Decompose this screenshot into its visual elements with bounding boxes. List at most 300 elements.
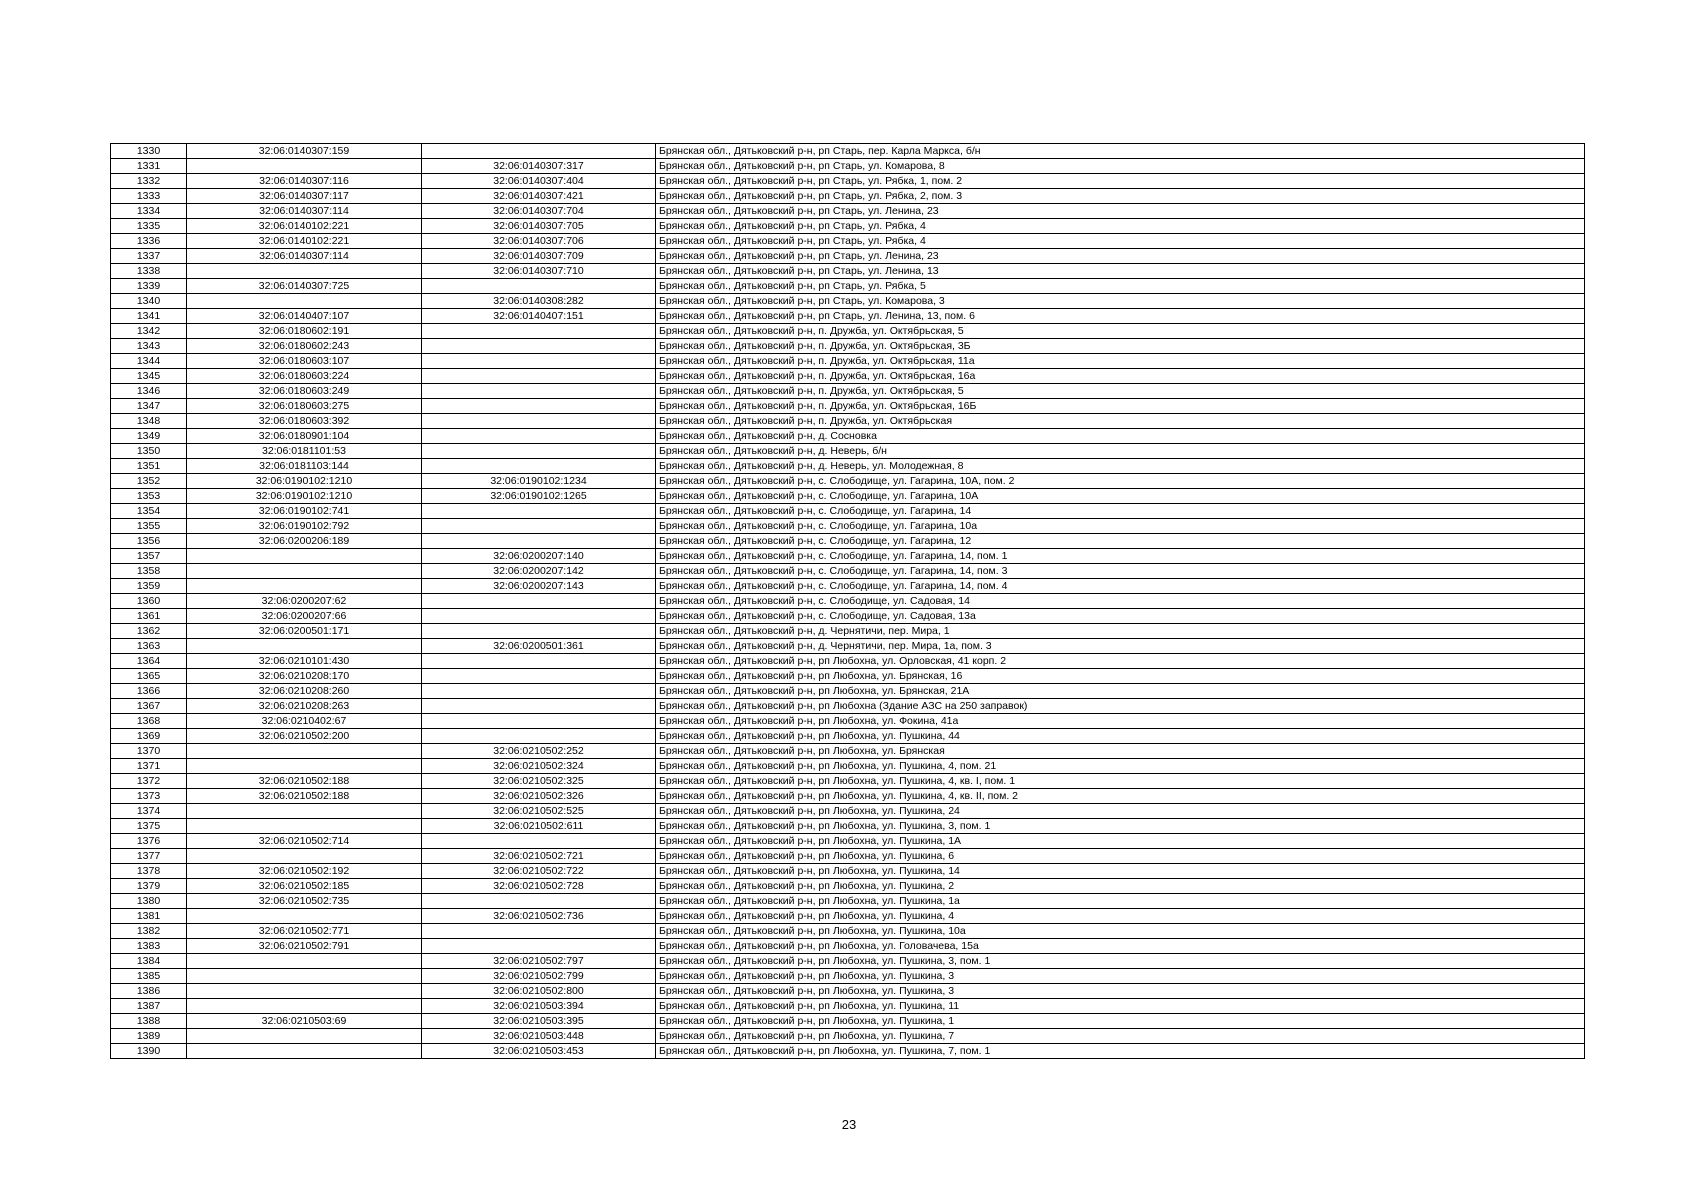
parcel-number-cell: 32:06:0140307:159 xyxy=(187,144,422,159)
table-row xyxy=(111,729,1585,744)
address-cell: Брянская обл., Дятьковский р-н, рп Старь, пер. Карла Маркса, б/н xyxy=(656,144,1585,159)
parcel-number-cell: 32:06:0190102:1210 xyxy=(187,489,422,504)
row-number-cell: 1382 xyxy=(111,924,187,939)
table-row xyxy=(111,519,1585,534)
building-number-cell xyxy=(422,324,656,339)
address-cell: Брянская обл., Дятьковский р-н, с. Слободище, ул. Гагарина, 12 xyxy=(656,534,1585,549)
row-number-cell: 1380 xyxy=(111,894,187,909)
address-cell: Брянская обл., Дятьковский р-н, рп Старь, ул. Комарова, 8 xyxy=(656,159,1585,174)
address-cell: Брянская обл., Дятьковский р-н, рп Любохна, ул. Пушкина, 14 xyxy=(656,864,1585,879)
address-cell: Брянская обл., Дятьковский р-н, рп Любохна, ул. Пушкина, 3, пом. 1 xyxy=(656,954,1585,969)
address-cell: Брянская обл., Дятьковский р-н, рп Любохна, ул. Брянская xyxy=(656,744,1585,759)
parcel-number-cell xyxy=(187,969,422,984)
building-number-cell: 32:06:0140308:282 xyxy=(422,294,656,309)
row-number-cell: 1367 xyxy=(111,699,187,714)
table-row xyxy=(111,879,1585,894)
address-cell: Брянская обл., Дятьковский р-н, д. Неверь, ул. Молодежная, 8 xyxy=(656,459,1585,474)
parcel-number-cell: 32:06:0210502:185 xyxy=(187,879,422,894)
address-cell: Брянская обл., Дятьковский р-н, д. Неверь, б/н xyxy=(656,444,1585,459)
parcel-number-cell: 32:06:0210502:200 xyxy=(187,729,422,744)
row-number-cell: 1368 xyxy=(111,714,187,729)
table-row xyxy=(111,924,1585,939)
address-cell: Брянская обл., Дятьковский р-н, с. Слободище, ул. Гагарина, 14, пом. 1 xyxy=(656,549,1585,564)
row-number-cell: 1354 xyxy=(111,504,187,519)
parcel-number-cell: 32:06:0210502:188 xyxy=(187,774,422,789)
building-number-cell xyxy=(422,144,656,159)
parcel-number-cell: 32:06:0190102:741 xyxy=(187,504,422,519)
parcel-number-cell: 32:06:0190102:1210 xyxy=(187,474,422,489)
address-cell: Брянская обл., Дятьковский р-н, с. Слободище, ул. Гагарина, 14, пом. 4 xyxy=(656,579,1585,594)
table-row xyxy=(111,1029,1585,1044)
address-cell: Брянская обл., Дятьковский р-н, рп Любохна, ул. Пушкина, 7 xyxy=(656,1029,1585,1044)
parcel-number-cell xyxy=(187,759,422,774)
address-cell: Брянская обл., Дятьковский р-н, рп Старь, ул. Рябка, 4 xyxy=(656,219,1585,234)
building-number-cell: 32:06:0190102:1234 xyxy=(422,474,656,489)
address-cell: Брянская обл., Дятьковский р-н, рп Любохна, ул. Орловская, 41 корп. 2 xyxy=(656,654,1585,669)
table-row xyxy=(111,609,1585,624)
table-row xyxy=(111,639,1585,654)
row-number-cell: 1343 xyxy=(111,339,187,354)
address-cell: Брянская обл., Дятьковский р-н, рп Любохна, ул. Пушкина, 3 xyxy=(656,984,1585,999)
parcel-number-cell: 32:06:0210208:260 xyxy=(187,684,422,699)
table-row xyxy=(111,399,1585,414)
parcel-number-cell: 32:06:0140307:114 xyxy=(187,204,422,219)
address-cell: Брянская обл., Дятьковский р-н, рп Старь, ул. Рябка, 4 xyxy=(656,234,1585,249)
row-number-cell: 1335 xyxy=(111,219,187,234)
building-number-cell xyxy=(422,384,656,399)
address-cell: Брянская обл., Дятьковский р-н, п. Дружба, ул. Октябрьская, 5 xyxy=(656,384,1585,399)
table-row xyxy=(111,489,1585,504)
address-cell: Брянская обл., Дятьковский р-н, рп Любохна, ул. Пушкина, 2 xyxy=(656,879,1585,894)
row-number-cell: 1332 xyxy=(111,174,187,189)
row-number-cell: 1342 xyxy=(111,324,187,339)
table-row xyxy=(111,249,1585,264)
table-row xyxy=(111,504,1585,519)
table-row xyxy=(111,1014,1585,1029)
parcel-number-cell: 32:06:0180603:249 xyxy=(187,384,422,399)
address-cell: Брянская обл., Дятьковский р-н, рп Любохна, ул. Пушкина, 44 xyxy=(656,729,1585,744)
parcel-number-cell: 32:06:0180901:104 xyxy=(187,429,422,444)
address-cell: Брянская обл., Дятьковский р-н, д. Сосновка xyxy=(656,429,1585,444)
row-number-cell: 1333 xyxy=(111,189,187,204)
row-number-cell: 1369 xyxy=(111,729,187,744)
parcel-number-cell: 32:06:0140307:116 xyxy=(187,174,422,189)
address-cell: Брянская обл., Дятьковский р-н, рп Любохна, ул. Пушкина, 4, пом. 21 xyxy=(656,759,1585,774)
table-row xyxy=(111,339,1585,354)
building-number-cell xyxy=(422,279,656,294)
address-cell: Брянская обл., Дятьковский р-н, п. Дружба, ул. Октябрьская, 11а xyxy=(656,354,1585,369)
building-number-cell: 32:06:0210502:324 xyxy=(422,759,656,774)
row-number-cell: 1357 xyxy=(111,549,187,564)
building-number-cell xyxy=(422,729,656,744)
building-number-cell xyxy=(422,504,656,519)
row-number-cell: 1372 xyxy=(111,774,187,789)
row-number-cell: 1364 xyxy=(111,654,187,669)
building-number-cell: 32:06:0210502:728 xyxy=(422,879,656,894)
table-row xyxy=(111,759,1585,774)
building-number-cell: 32:06:0210502:736 xyxy=(422,909,656,924)
row-number-cell: 1355 xyxy=(111,519,187,534)
parcel-number-cell: 32:06:0200206:189 xyxy=(187,534,422,549)
row-number-cell: 1386 xyxy=(111,984,187,999)
table-row xyxy=(111,954,1585,969)
parcel-number-cell: 32:06:0210502:791 xyxy=(187,939,422,954)
row-number-cell: 1356 xyxy=(111,534,187,549)
table-row xyxy=(111,714,1585,729)
address-cell: Брянская обл., Дятьковский р-н, рп Старь, ул. Ленина, 23 xyxy=(656,204,1585,219)
building-number-cell: 32:06:0210502:325 xyxy=(422,774,656,789)
building-number-cell: 32:06:0210502:799 xyxy=(422,969,656,984)
parcel-number-cell xyxy=(187,954,422,969)
row-number-cell: 1362 xyxy=(111,624,187,639)
building-number-cell xyxy=(422,714,656,729)
table-row xyxy=(111,219,1585,234)
address-cell: Брянская обл., Дятьковский р-н, п. Дружба, ул. Октябрьская, 5 xyxy=(656,324,1585,339)
row-number-cell: 1350 xyxy=(111,444,187,459)
address-cell: Брянская обл., Дятьковский р-н, рп Старь, ул. Ленина, 23 xyxy=(656,249,1585,264)
parcel-number-cell xyxy=(187,1029,422,1044)
row-number-cell: 1341 xyxy=(111,309,187,324)
parcel-number-cell: 32:06:0210208:263 xyxy=(187,699,422,714)
parcel-number-cell: 32:06:0200207:66 xyxy=(187,609,422,624)
building-number-cell xyxy=(422,414,656,429)
building-number-cell: 32:06:0210502:525 xyxy=(422,804,656,819)
row-number-cell: 1378 xyxy=(111,864,187,879)
address-cell: Брянская обл., Дятьковский р-н, рп Любохна, ул. Пушкина, 11 xyxy=(656,999,1585,1014)
address-cell: Брянская обл., Дятьковский р-н, с. Слободище, ул. Гагарина, 10А, пом. 2 xyxy=(656,474,1585,489)
row-number-cell: 1360 xyxy=(111,594,187,609)
table-row xyxy=(111,174,1585,189)
table-row xyxy=(111,969,1585,984)
building-number-cell xyxy=(422,594,656,609)
parcel-number-cell xyxy=(187,999,422,1014)
table-row xyxy=(111,699,1585,714)
row-number-cell: 1338 xyxy=(111,264,187,279)
parcel-number-cell xyxy=(187,804,422,819)
building-number-cell xyxy=(422,519,656,534)
address-cell: Брянская обл., Дятьковский р-н, рп Старь, ул. Рябка, 1, пом. 2 xyxy=(656,174,1585,189)
address-cell: Брянская обл., Дятьковский р-н, рп Любохна, ул. Пушкина, 10а xyxy=(656,924,1585,939)
table-row xyxy=(111,204,1585,219)
row-number-cell: 1381 xyxy=(111,909,187,924)
row-number-cell: 1365 xyxy=(111,669,187,684)
parcel-number-cell: 32:06:0210502:771 xyxy=(187,924,422,939)
building-number-cell xyxy=(422,699,656,714)
parcel-number-cell: 32:06:0210502:188 xyxy=(187,789,422,804)
building-number-cell: 32:06:0210502:326 xyxy=(422,789,656,804)
building-number-cell: 32:06:0210503:448 xyxy=(422,1029,656,1044)
address-cell: Брянская обл., Дятьковский р-н, с. Слободище, ул. Гагарина, 10А xyxy=(656,489,1585,504)
parcel-number-cell xyxy=(187,639,422,654)
row-number-cell: 1358 xyxy=(111,564,187,579)
parcel-number-cell xyxy=(187,579,422,594)
parcel-number-cell xyxy=(187,819,422,834)
row-number-cell: 1373 xyxy=(111,789,187,804)
building-number-cell xyxy=(422,459,656,474)
building-number-cell: 32:06:0210503:453 xyxy=(422,1044,656,1059)
address-cell: Брянская обл., Дятьковский р-н, рп Старь, ул. Рябка, 2, пом. 3 xyxy=(656,189,1585,204)
building-number-cell xyxy=(422,354,656,369)
address-cell: Брянская обл., Дятьковский р-н, рп Любохна (Здание АЗС на 250 заправок) xyxy=(656,699,1585,714)
table-row xyxy=(111,474,1585,489)
table-body xyxy=(111,144,1585,1059)
address-cell: Брянская обл., Дятьковский р-н, рп Любохна, ул. Пушкина, 4 xyxy=(656,909,1585,924)
row-number-cell: 1346 xyxy=(111,384,187,399)
table-row xyxy=(111,834,1585,849)
row-number-cell: 1339 xyxy=(111,279,187,294)
parcel-number-cell: 32:06:0140307:117 xyxy=(187,189,422,204)
parcel-number-cell: 32:06:0190102:792 xyxy=(187,519,422,534)
building-number-cell: 32:06:0210503:395 xyxy=(422,1014,656,1029)
row-number-cell: 1340 xyxy=(111,294,187,309)
parcel-number-cell xyxy=(187,849,422,864)
building-number-cell xyxy=(422,624,656,639)
building-number-cell: 32:06:0190102:1265 xyxy=(422,489,656,504)
table-row xyxy=(111,279,1585,294)
building-number-cell: 32:06:0140307:317 xyxy=(422,159,656,174)
parcel-number-cell: 32:06:0210402:67 xyxy=(187,714,422,729)
address-cell: Брянская обл., Дятьковский р-н, рп Любохна, ул. Пушкина, 24 xyxy=(656,804,1585,819)
table-row xyxy=(111,624,1585,639)
building-number-cell xyxy=(422,429,656,444)
table-row xyxy=(111,579,1585,594)
row-number-cell: 1334 xyxy=(111,204,187,219)
table-row xyxy=(111,414,1585,429)
address-cell: Брянская обл., Дятьковский р-н, рп Любохна, ул. Пушкина, 1а xyxy=(656,894,1585,909)
building-number-cell xyxy=(422,609,656,624)
address-cell: Брянская обл., Дятьковский р-н, рп Любохна, ул. Пушкина, 1А xyxy=(656,834,1585,849)
address-cell: Брянская обл., Дятьковский р-н, с. Слободище, ул. Гагарина, 14, пом. 3 xyxy=(656,564,1585,579)
address-cell: Брянская обл., Дятьковский р-н, с. Слободище, ул. Садовая, 14 xyxy=(656,594,1585,609)
building-number-cell xyxy=(422,444,656,459)
row-number-cell: 1344 xyxy=(111,354,187,369)
address-cell: Брянская обл., Дятьковский р-н, с. Слободище, ул. Садовая, 13а xyxy=(656,609,1585,624)
building-number-cell: 32:06:0210502:252 xyxy=(422,744,656,759)
building-number-cell: 32:06:0210502:797 xyxy=(422,954,656,969)
table-row xyxy=(111,384,1585,399)
address-cell: Брянская обл., Дятьковский р-н, рп Старь, ул. Комарова, 3 xyxy=(656,294,1585,309)
building-number-cell: 32:06:0140307:709 xyxy=(422,249,656,264)
table-row xyxy=(111,549,1585,564)
parcel-number-cell: 32:06:0181103:144 xyxy=(187,459,422,474)
address-cell: Брянская обл., Дятьковский р-н, рп Любохна, ул. Пушкина, 3, пом. 1 xyxy=(656,819,1585,834)
table-row xyxy=(111,159,1585,174)
building-number-cell xyxy=(422,924,656,939)
parcel-number-cell: 32:06:0210502:714 xyxy=(187,834,422,849)
parcel-number-cell xyxy=(187,264,422,279)
address-cell: Брянская обл., Дятьковский р-н, рп Старь, ул. Рябка, 5 xyxy=(656,279,1585,294)
building-number-cell: 32:06:0210502:722 xyxy=(422,864,656,879)
row-number-cell: 1383 xyxy=(111,939,187,954)
property-table xyxy=(110,143,1585,1059)
table-row xyxy=(111,774,1585,789)
table-row xyxy=(111,294,1585,309)
address-cell: Брянская обл., Дятьковский р-н, д. Чернятичи, пер. Мира, 1 xyxy=(656,624,1585,639)
table-row xyxy=(111,234,1585,249)
parcel-number-cell xyxy=(187,549,422,564)
table-row xyxy=(111,594,1585,609)
parcel-number-cell: 32:06:0180603:224 xyxy=(187,369,422,384)
table-row xyxy=(111,444,1585,459)
row-number-cell: 1376 xyxy=(111,834,187,849)
building-number-cell xyxy=(422,654,656,669)
parcel-number-cell: 32:06:0140307:114 xyxy=(187,249,422,264)
parcel-number-cell xyxy=(187,1044,422,1059)
building-number-cell: 32:06:0140307:705 xyxy=(422,219,656,234)
row-number-cell: 1366 xyxy=(111,684,187,699)
table-row xyxy=(111,744,1585,759)
parcel-number-cell xyxy=(187,909,422,924)
row-number-cell: 1359 xyxy=(111,579,187,594)
address-cell: Брянская обл., Дятьковский р-н, рп Любохна, ул. Фокина, 41а xyxy=(656,714,1585,729)
row-number-cell: 1331 xyxy=(111,159,187,174)
table-row xyxy=(111,459,1585,474)
building-number-cell: 32:06:0140307:706 xyxy=(422,234,656,249)
parcel-number-cell: 32:06:0210208:170 xyxy=(187,669,422,684)
parcel-number-cell: 32:06:0210101:430 xyxy=(187,654,422,669)
building-number-cell xyxy=(422,894,656,909)
address-cell: Брянская обл., Дятьковский р-н, п. Дружба, ул. Октябрьская, 3Б xyxy=(656,339,1585,354)
building-number-cell xyxy=(422,834,656,849)
table-row xyxy=(111,909,1585,924)
building-number-cell: 32:06:0140307:710 xyxy=(422,264,656,279)
address-cell: Брянская обл., Дятьковский р-н, рп Любохна, ул. Головачева, 15а xyxy=(656,939,1585,954)
parcel-number-cell: 32:06:0180603:275 xyxy=(187,399,422,414)
table-row xyxy=(111,354,1585,369)
table-row xyxy=(111,864,1585,879)
table-row xyxy=(111,369,1585,384)
table-row xyxy=(111,534,1585,549)
row-number-cell: 1384 xyxy=(111,954,187,969)
building-number-cell: 32:06:0140307:704 xyxy=(422,204,656,219)
parcel-number-cell: 32:06:0180603:392 xyxy=(187,414,422,429)
building-number-cell: 32:06:0210502:800 xyxy=(422,984,656,999)
parcel-number-cell: 32:06:0200207:62 xyxy=(187,594,422,609)
address-cell: Брянская обл., Дятьковский р-н, рп Любохна, ул. Пушкина, 4, кв. II, пом. 2 xyxy=(656,789,1585,804)
table-row xyxy=(111,849,1585,864)
building-number-cell xyxy=(422,669,656,684)
table-row xyxy=(111,144,1585,159)
building-number-cell xyxy=(422,339,656,354)
parcel-number-cell: 32:06:0180602:191 xyxy=(187,324,422,339)
table-row xyxy=(111,894,1585,909)
table-row xyxy=(111,309,1585,324)
row-number-cell: 1377 xyxy=(111,849,187,864)
row-number-cell: 1370 xyxy=(111,744,187,759)
row-number-cell: 1347 xyxy=(111,399,187,414)
property-table-container xyxy=(110,143,1584,1059)
table-row xyxy=(111,804,1585,819)
row-number-cell: 1388 xyxy=(111,1014,187,1029)
address-cell: Брянская обл., Дятьковский р-н, рп Любохна, ул. Пушкина, 4, кв. I, пом. 1 xyxy=(656,774,1585,789)
parcel-number-cell xyxy=(187,984,422,999)
parcel-number-cell: 32:06:0210502:735 xyxy=(187,894,422,909)
building-number-cell: 32:06:0200501:361 xyxy=(422,639,656,654)
parcel-number-cell: 32:06:0200501:171 xyxy=(187,624,422,639)
row-number-cell: 1352 xyxy=(111,474,187,489)
row-number-cell: 1349 xyxy=(111,429,187,444)
building-number-cell: 32:06:0210503:394 xyxy=(422,999,656,1014)
parcel-number-cell: 32:06:0210503:69 xyxy=(187,1014,422,1029)
building-number-cell: 32:06:0210502:611 xyxy=(422,819,656,834)
parcel-number-cell: 32:06:0180603:107 xyxy=(187,354,422,369)
address-cell: Брянская обл., Дятьковский р-н, п. Дружба, ул. Октябрьская xyxy=(656,414,1585,429)
address-cell: Брянская обл., Дятьковский р-н, с. Слободище, ул. Гагарина, 10а xyxy=(656,519,1585,534)
address-cell: Брянская обл., Дятьковский р-н, с. Слободище, ул. Гагарина, 14 xyxy=(656,504,1585,519)
address-cell: Брянская обл., Дятьковский р-н, п. Дружба, ул. Октябрьская, 16Б xyxy=(656,399,1585,414)
building-number-cell xyxy=(422,399,656,414)
parcel-number-cell: 32:06:0140307:725 xyxy=(187,279,422,294)
address-cell: Брянская обл., Дятьковский р-н, д. Чернятичи, пер. Мира, 1а, пом. 3 xyxy=(656,639,1585,654)
building-number-cell xyxy=(422,534,656,549)
row-number-cell: 1337 xyxy=(111,249,187,264)
address-cell: Брянская обл., Дятьковский р-н, рп Любохна, ул. Брянская, 16 xyxy=(656,669,1585,684)
address-cell: Брянская обл., Дятьковский р-н, рп Любохна, ул. Брянская, 21А xyxy=(656,684,1585,699)
building-number-cell xyxy=(422,939,656,954)
row-number-cell: 1374 xyxy=(111,804,187,819)
address-cell: Брянская обл., Дятьковский р-н, п. Дружба, ул. Октябрьская, 16а xyxy=(656,369,1585,384)
row-number-cell: 1389 xyxy=(111,1029,187,1044)
row-number-cell: 1361 xyxy=(111,609,187,624)
page-number: 23 xyxy=(841,1117,857,1132)
table-row xyxy=(111,669,1585,684)
parcel-number-cell xyxy=(187,294,422,309)
row-number-cell: 1330 xyxy=(111,144,187,159)
row-number-cell: 1387 xyxy=(111,999,187,1014)
row-number-cell: 1371 xyxy=(111,759,187,774)
table-row xyxy=(111,564,1585,579)
building-number-cell: 32:06:0200207:140 xyxy=(422,549,656,564)
table-row xyxy=(111,429,1585,444)
parcel-number-cell: 32:06:0140102:221 xyxy=(187,219,422,234)
address-cell: Брянская обл., Дятьковский р-н, рп Старь, ул. Ленина, 13 xyxy=(656,264,1585,279)
parcel-number-cell xyxy=(187,744,422,759)
table-row xyxy=(111,654,1585,669)
row-number-cell: 1345 xyxy=(111,369,187,384)
building-number-cell: 32:06:0200207:143 xyxy=(422,579,656,594)
row-number-cell: 1363 xyxy=(111,639,187,654)
table-row xyxy=(111,789,1585,804)
table-row xyxy=(111,189,1585,204)
row-number-cell: 1336 xyxy=(111,234,187,249)
table-row xyxy=(111,939,1585,954)
address-cell: Брянская обл., Дятьковский р-н, рп Старь, ул. Ленина, 13, пом. 6 xyxy=(656,309,1585,324)
building-number-cell: 32:06:0140307:404 xyxy=(422,174,656,189)
address-cell: Брянская обл., Дятьковский р-н, рп Любохна, ул. Пушкина, 1 xyxy=(656,1014,1585,1029)
parcel-number-cell: 32:06:0210502:192 xyxy=(187,864,422,879)
row-number-cell: 1379 xyxy=(111,879,187,894)
building-number-cell: 32:06:0140307:421 xyxy=(422,189,656,204)
table-row xyxy=(111,264,1585,279)
parcel-number-cell: 32:06:0140407:107 xyxy=(187,309,422,324)
address-cell: Брянская обл., Дятьковский р-н, рп Любохна, ул. Пушкина, 6 xyxy=(656,849,1585,864)
table-row xyxy=(111,984,1585,999)
parcel-number-cell: 32:06:0140102:221 xyxy=(187,234,422,249)
parcel-number-cell: 32:06:0181101:53 xyxy=(187,444,422,459)
parcel-number-cell: 32:06:0180602:243 xyxy=(187,339,422,354)
table-row xyxy=(111,324,1585,339)
table-row xyxy=(111,819,1585,834)
row-number-cell: 1353 xyxy=(111,489,187,504)
address-cell: Брянская обл., Дятьковский р-н, рп Любохна, ул. Пушкина, 7, пом. 1 xyxy=(656,1044,1585,1059)
building-number-cell: 32:06:0200207:142 xyxy=(422,564,656,579)
table-row xyxy=(111,684,1585,699)
building-number-cell: 32:06:0210502:721 xyxy=(422,849,656,864)
table-row xyxy=(111,1044,1585,1059)
building-number-cell: 32:06:0140407:151 xyxy=(422,309,656,324)
row-number-cell: 1351 xyxy=(111,459,187,474)
parcel-number-cell xyxy=(187,159,422,174)
